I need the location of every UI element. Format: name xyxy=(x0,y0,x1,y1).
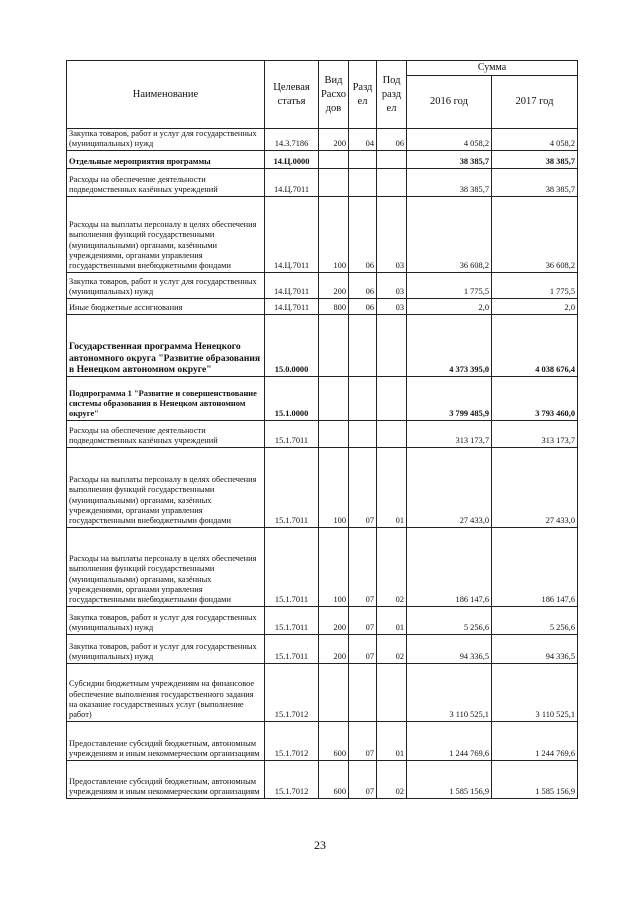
row-type xyxy=(319,420,349,447)
row-type xyxy=(319,150,349,168)
row-value-2016: 2,0 xyxy=(407,298,492,314)
row-name: Закупка товаров, работ и услуг для государственных (муниципальных) нужд xyxy=(67,634,265,663)
row-type: 100 xyxy=(319,527,349,606)
row-name: Иные бюджетные ассигнования xyxy=(67,298,265,314)
row-type: 200 xyxy=(319,129,349,151)
header-subsection: Под разд ел xyxy=(377,61,407,129)
row-name: Расходы на выплаты персоналу в целях обеспечения выполнения функций государственными (муниципальными) органами, казённых учреждениями, органами управления государственными внебюджетными фондами xyxy=(67,527,265,606)
row-value-2016: 36 608,2 xyxy=(407,196,492,272)
row-name: Государственная программа Ненецкого автономного округа "Развитие образования в Ненецком автономном округе" xyxy=(67,314,265,376)
header-name: Наименование xyxy=(67,61,265,129)
row-subsection: 02 xyxy=(377,760,407,798)
row-value-2016: 94 336,5 xyxy=(407,634,492,663)
header-section: Разд ел xyxy=(349,61,377,129)
row-section: 07 xyxy=(349,606,377,634)
row-value-2017: 1 775,5 xyxy=(492,272,578,298)
row-target: 15.1.7011 xyxy=(265,634,319,663)
table-row xyxy=(67,721,578,760)
table-row xyxy=(67,760,578,798)
row-name: Расходы на обеспечение деятельности подведомственных казённых учреждений xyxy=(67,420,265,447)
row-section: 06 xyxy=(349,272,377,298)
table-row xyxy=(67,129,578,151)
row-subsection: 02 xyxy=(377,527,407,606)
row-type xyxy=(319,376,349,420)
row-target: 14.Ц.0000 xyxy=(265,150,319,168)
table-row xyxy=(67,272,578,298)
row-value-2017: 1 244 769,6 xyxy=(492,721,578,760)
table-row xyxy=(67,196,578,272)
row-value-2017: 2,0 xyxy=(492,298,578,314)
row-type: 200 xyxy=(319,272,349,298)
row-subsection: 03 xyxy=(377,196,407,272)
row-section xyxy=(349,168,377,196)
table-row xyxy=(67,298,578,314)
row-value-2016: 1 244 769,6 xyxy=(407,721,492,760)
header-type: Вид Расхо дов xyxy=(319,61,349,129)
row-target: 15.1.0000 xyxy=(265,376,319,420)
row-value-2017: 94 336,5 xyxy=(492,634,578,663)
row-name: Расходы на выплаты персоналу в целях обеспечения выполнения функций государственными (муниципальными) органами, казённых учреждениями, органами управления государственными внебюджетными фондами xyxy=(67,447,265,527)
row-name: Отдельные мероприятия программы xyxy=(67,150,265,168)
row-name: Закупка товаров, работ и услуг для государственных (муниципальных) нужд xyxy=(67,129,265,151)
row-value-2016: 186 147,6 xyxy=(407,527,492,606)
row-name: Подпрограмма 1 "Развитие и совершенствование системы образования в Ненецком автономном округе" xyxy=(67,376,265,420)
row-value-2017: 1 585 156,9 xyxy=(492,760,578,798)
row-value-2016: 4 373 395,0 xyxy=(407,314,492,376)
row-type: 800 xyxy=(319,298,349,314)
row-section: 07 xyxy=(349,447,377,527)
row-target: 15.1.7011 xyxy=(265,447,319,527)
row-section xyxy=(349,420,377,447)
row-target: 14.Ц.7011 xyxy=(265,168,319,196)
row-subsection: 03 xyxy=(377,298,407,314)
row-target: 15.0.0000 xyxy=(265,314,319,376)
row-target: 14.Ц.7011 xyxy=(265,196,319,272)
row-name: Расходы на обеспечение деятельности подведомственных казённых учреждений xyxy=(67,168,265,196)
table-row xyxy=(67,150,578,168)
header-year-2017: 2017 год xyxy=(492,76,578,129)
row-target: 15.1.7011 xyxy=(265,420,319,447)
row-name: Предоставление субсидий бюджетным, автономным учреждениям и иным некоммерческим организациям xyxy=(67,721,265,760)
row-value-2017: 27 433,0 xyxy=(492,447,578,527)
row-section: 06 xyxy=(349,298,377,314)
row-value-2017: 313 173,7 xyxy=(492,420,578,447)
table-row xyxy=(67,634,578,663)
row-name: Закупка товаров, работ и услуг для государственных (муниципальных) нужд xyxy=(67,606,265,634)
row-target: 14.Ц.7011 xyxy=(265,298,319,314)
row-subsection: 03 xyxy=(377,272,407,298)
page-number: 23 xyxy=(314,838,326,852)
table-row xyxy=(67,447,578,527)
header-target: Целевая статья xyxy=(265,61,319,129)
row-value-2016: 4 058,2 xyxy=(407,129,492,151)
row-subsection xyxy=(377,420,407,447)
table-row xyxy=(67,420,578,447)
row-subsection xyxy=(377,314,407,376)
row-target: 14.Ц.7011 xyxy=(265,272,319,298)
row-subsection: 01 xyxy=(377,447,407,527)
row-value-2016: 38 385,7 xyxy=(407,168,492,196)
row-value-2016: 3 110 525,1 xyxy=(407,663,492,721)
row-subsection xyxy=(377,150,407,168)
row-section: 07 xyxy=(349,527,377,606)
row-subsection xyxy=(377,376,407,420)
table-row xyxy=(67,376,578,420)
row-type: 100 xyxy=(319,196,349,272)
row-value-2017: 5 256,6 xyxy=(492,606,578,634)
row-section: 07 xyxy=(349,760,377,798)
row-section xyxy=(349,663,377,721)
row-value-2016: 313 173,7 xyxy=(407,420,492,447)
row-value-2017: 36 608,2 xyxy=(492,196,578,272)
row-value-2017: 4 058,2 xyxy=(492,129,578,151)
row-section: 07 xyxy=(349,721,377,760)
row-value-2016: 3 799 485,9 xyxy=(407,376,492,420)
row-subsection: 01 xyxy=(377,606,407,634)
row-target: 15.1.7012 xyxy=(265,721,319,760)
row-section: 04 xyxy=(349,129,377,151)
row-value-2017: 3 110 525,1 xyxy=(492,663,578,721)
header-year-2016: 2016 год xyxy=(407,76,492,129)
row-target: 15.1.7011 xyxy=(265,606,319,634)
row-subsection xyxy=(377,663,407,721)
row-type: 100 xyxy=(319,447,349,527)
row-subsection: 01 xyxy=(377,721,407,760)
row-type xyxy=(319,168,349,196)
row-type: 600 xyxy=(319,760,349,798)
row-type xyxy=(319,663,349,721)
row-subsection: 06 xyxy=(377,129,407,151)
row-name: Субсидии бюджетным учреждениям на финансовое обеспечение выполнения государственного задания на оказание государственных услуг (выполнение работ) xyxy=(67,663,265,721)
row-value-2017: 38 385,7 xyxy=(492,150,578,168)
row-value-2017: 186 147,6 xyxy=(492,527,578,606)
table-row xyxy=(67,663,578,721)
row-section xyxy=(349,314,377,376)
row-type xyxy=(319,314,349,376)
row-value-2016: 1 585 156,9 xyxy=(407,760,492,798)
table-header xyxy=(67,61,578,129)
row-section: 07 xyxy=(349,634,377,663)
row-target: 14.3.7186 xyxy=(265,129,319,151)
row-target: 15.1.7012 xyxy=(265,760,319,798)
row-type: 600 xyxy=(319,721,349,760)
row-value-2016: 27 433,0 xyxy=(407,447,492,527)
row-value-2017: 4 038 676,4 xyxy=(492,314,578,376)
row-target: 15.1.7011 xyxy=(265,527,319,606)
table-row xyxy=(67,168,578,196)
row-value-2016: 38 385,7 xyxy=(407,150,492,168)
row-type: 200 xyxy=(319,606,349,634)
table-row xyxy=(67,314,578,376)
table-row xyxy=(67,527,578,606)
row-type: 200 xyxy=(319,634,349,663)
row-target: 15.1.7012 xyxy=(265,663,319,721)
row-value-2016: 1 775,5 xyxy=(407,272,492,298)
table-body xyxy=(67,129,578,799)
row-value-2017: 38 385,7 xyxy=(492,168,578,196)
row-value-2016: 5 256,6 xyxy=(407,606,492,634)
row-name: Предоставление субсидий бюджетным, автономным учреждениям и иным некоммерческим организациям xyxy=(67,760,265,798)
header-sum: Сумма xyxy=(407,61,578,76)
row-section xyxy=(349,150,377,168)
row-section: 06 xyxy=(349,196,377,272)
row-value-2017: 3 793 460,0 xyxy=(492,376,578,420)
row-subsection xyxy=(377,168,407,196)
budget-table xyxy=(66,60,578,799)
row-name: Закупка товаров, работ и услуг для государственных (муниципальных) нужд xyxy=(67,272,265,298)
row-subsection: 02 xyxy=(377,634,407,663)
table-row xyxy=(67,606,578,634)
row-section xyxy=(349,376,377,420)
row-name: Расходы на выплаты персоналу в целях обеспечения выполнения функций государственными (муниципальными) органами, казёнными учреждениями, органами управления государственными внебюджетными фондами xyxy=(67,196,265,272)
